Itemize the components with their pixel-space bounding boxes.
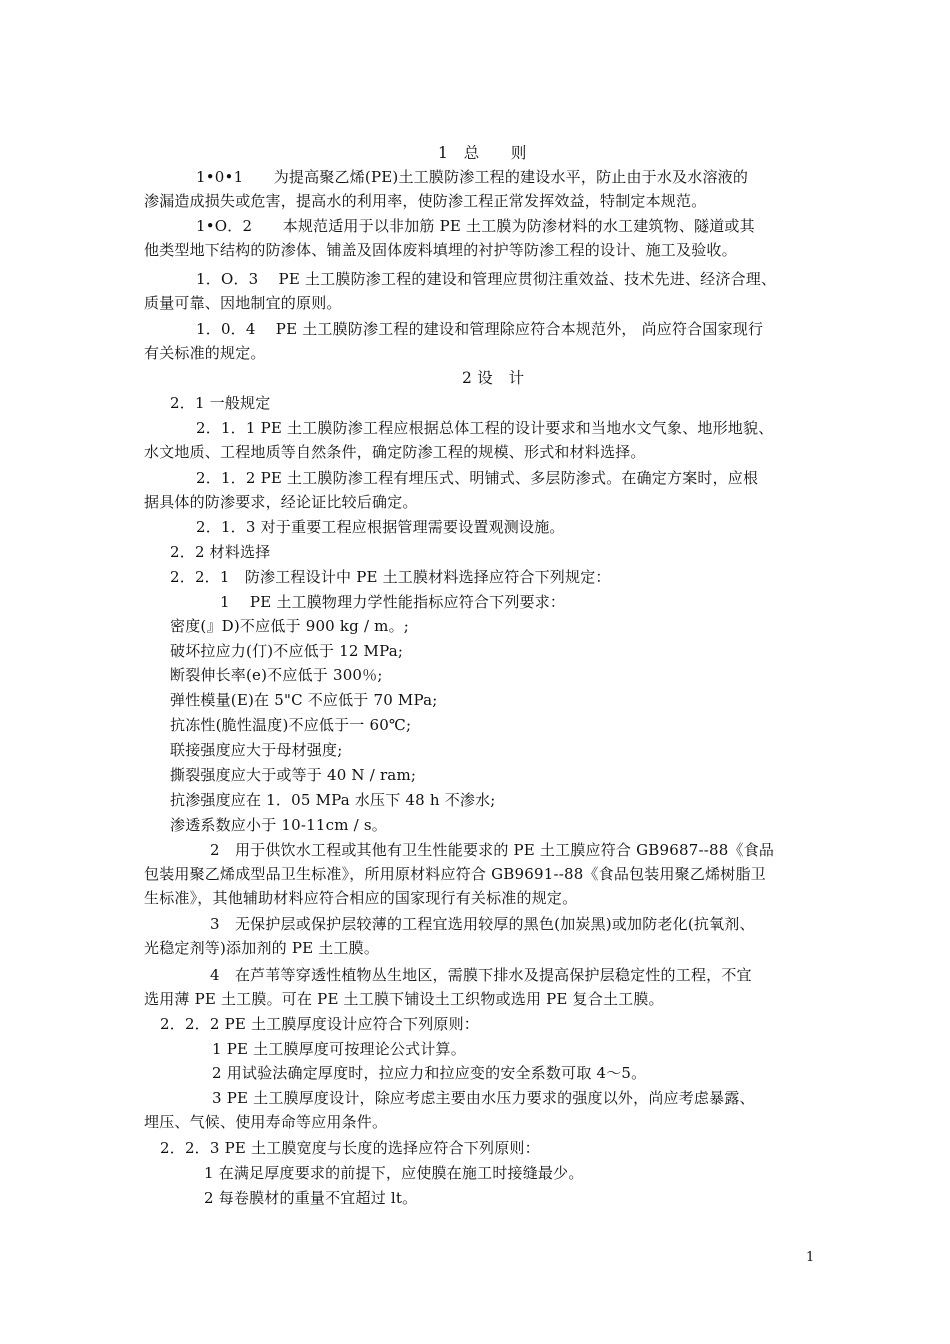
requirement-joint-strength: 联接强度应大于母材强度;: [170, 741, 343, 759]
clause-1-0-2-line-2: 他类型地下结构的防渗体、铺盖及固体废料填埋的衬护等防渗工程的设计、施工及验收。: [144, 241, 737, 259]
clause-2-2-1-item-2-line-2: 包装用聚乙烯成型品卫生标准》，所用原材料应符合 GB9691--88《食品包装用聚乙烯树脂卫: [144, 865, 766, 883]
clause-2-2-1-item-3-line-2: 光稳定剂等)添加剂的 PE 土工膜。: [144, 939, 380, 957]
requirement-tensile-stress: 破坏拉应力(仃)不应低于 12 MPa;: [170, 642, 404, 660]
clause-2-2-2-item-3-line-1: 3 PE 土工膜厚度设计，除应考虑主要由水压力要求的强度以外，尚应考虑暴露、: [212, 1089, 755, 1107]
requirement-elastic-modulus: 弹性模量(E)在 5"C 不应低于 70 MPa;: [170, 691, 438, 709]
clause-2-1-1-line-2: 水文地质、工程地质等自然条件，确定防渗工程的规模、形式和材料选择。: [144, 443, 646, 461]
chapter-1-heading: 1 总 则: [438, 144, 527, 162]
clause-2-2-1-item-1: 1 PE 土工膜物理力学性能指标应符合下列要求：: [220, 593, 566, 611]
clause-1-0-1-line-2: 渗漏造成损失或危害，提高水的利用率，使防渗工程正常发挥效益，特制定本规范。: [144, 192, 707, 210]
clause-1-0-3-line-1: 1．O．3 PE 土工膜防渗工程的建设和管理应贯彻注重效益、技术先进、经济合理、: [196, 270, 777, 288]
clause-2-2-2: 2．2．2 PE 土工膜厚度设计应符合下列原则：: [160, 1015, 480, 1033]
section-2-2-heading: 2．2 材料选择: [170, 543, 271, 561]
clause-1-0-2-line-1: 1•O．2 本规范适用于以非加筋 PE 土工膜为防渗材料的水工建筑物、隧道或其: [196, 217, 755, 235]
page-number: 1: [806, 1250, 815, 1265]
clause-1-0-3-line-2: 质量可靠、因地制宜的原则。: [144, 294, 342, 312]
requirement-tear-strength: 撕裂强度应大于或等于 40 N / ram;: [170, 766, 417, 784]
clause-2-2-3-item-1: 1 在满足厚度要求的前提下，应使膜在施工时接缝最少。: [204, 1164, 584, 1182]
requirement-impermeability: 抗渗强度应在 1．05 MPa 水压下 48 h 不渗水;: [170, 791, 496, 809]
clause-2-2-3: 2．2．3 PE 土工膜宽度与长度的选择应符合下列原则：: [160, 1139, 540, 1157]
requirement-permeability-coefficient: 渗透系数应小于 10-11cm / s。: [170, 816, 387, 834]
requirement-elongation: 断裂伸长率(e)不应低于 300％;: [170, 666, 383, 684]
clause-2-2-1-item-4-line-2: 选用薄 PE 土工膜。可在 PE 土工膜下铺设土工织物或选用 PE 复合土工膜。: [144, 990, 664, 1008]
clause-2-2-2-item-1: 1 PE 土工膜厚度可按理论公式计算。: [212, 1040, 466, 1058]
requirement-density: 密度(』D)不应低于 900 kg / m。;: [170, 617, 410, 635]
clause-2-2-1-item-2-line-3: 生标准》，其他辅助材料应符合相应的国家现行有关标准的规定。: [144, 889, 578, 907]
clause-1-0-1-line-1: 1•0•1 为提高聚乙烯(PE)土工膜防渗工程的建设水平，防止由于水及水溶液的: [196, 168, 749, 186]
clause-2-2-2-item-3-line-2: 埋压、气候、使用寿命等应用条件。: [144, 1113, 388, 1131]
clause-2-2-2-item-2: 2 用试验法确定厚度时，拉应力和拉应变的安全系数可取 4～5。: [212, 1064, 647, 1082]
clause-2-1-3: 2．1．3 对于重要工程应根据管理需要设置观测设施。: [196, 518, 565, 536]
clause-1-0-4-line-2: 有关标准的规定。: [144, 344, 266, 362]
clause-2-2-1-item-3-line-1: 3 无保护层或保护层较薄的工程宜选用较厚的黑色(加炭黑)或加防老化(抗氧剂、: [210, 915, 755, 933]
section-2-1-heading: 2．1 一般规定: [170, 394, 271, 412]
clause-2-2-3-item-2: 2 每卷膜材的重量不宜超过 lt。: [204, 1189, 418, 1207]
clause-2-1-2-line-2: 据具体的防渗要求，经论证比较后确定。: [144, 493, 418, 511]
clause-2-1-1-line-1: 2．1．1 PE 土工膜防渗工程应根据总体工程的设计要求和当地水文气象、地形地貌、: [196, 419, 774, 437]
clause-2-2-1: 2．2．1 防渗工程设计中 PE 土工膜材料选择应符合下列规定：: [170, 568, 611, 586]
requirement-frost-resistance: 抗冻性(脆性温度)不应低于一 60℃;: [170, 716, 412, 734]
chapter-2-heading: 2 设 计: [462, 369, 525, 387]
clause-2-2-1-item-2-line-1: 2 用于供饮水工程或其他有卫生性能要求的 PE 土工膜应符合 GB9687--88《食品: [210, 841, 775, 859]
clause-2-1-2-line-1: 2．1．2 PE 土工膜防渗工程有埋压式、明铺式、多层防渗式。在确定方案时，应根: [196, 469, 759, 487]
clause-2-2-1-item-4-line-1: 4 在芦苇等穿透性植物丛生地区，需膜下排水及提高保护层稳定性的工程，不宜: [210, 966, 752, 984]
clause-1-0-4-line-1: 1．0．4 PE 土工膜防渗工程的建设和管理除应符合本规范外， 尚应符合国家现行: [196, 320, 764, 338]
